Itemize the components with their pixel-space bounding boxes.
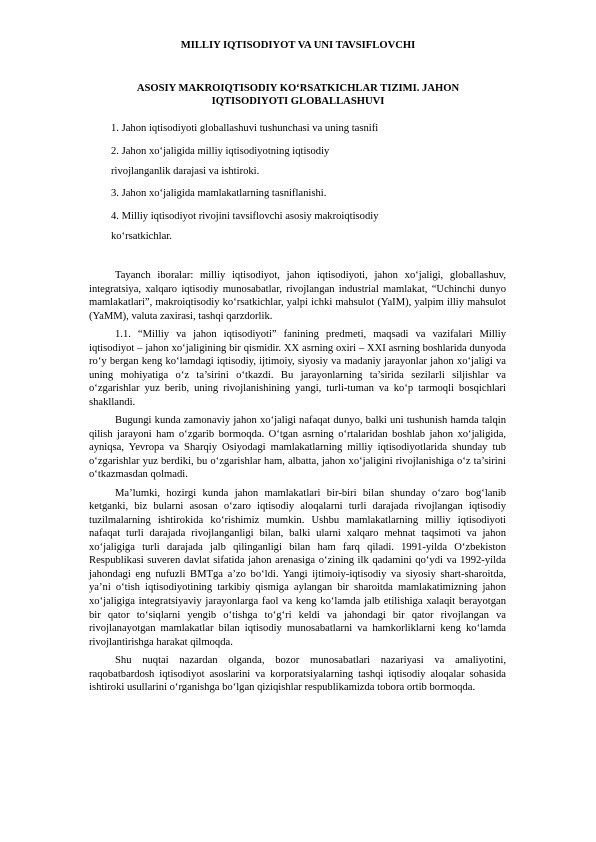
document-title-line-1: MILLIY IQTISODIYOT VA UNI TAVSIFLOVCHI bbox=[180, 40, 416, 51]
plan-item-4-continued: ko‘rsatkichlar. bbox=[111, 231, 172, 242]
plan-item-4: 4. Milliy iqtisodiyot rivojini tavsiflovchi asosiy makroiqtisodiy bbox=[111, 211, 379, 222]
section-intro-paragraph: 1.1. “Milliy va jahon iqtisodiyoti” fanining predmeti, maqsadi va vazifalari Milliy iqtisodiyot – jahon xo‘jaligining bir qismidir. XX asrning oxiri – XXI asrning boshlarida dunyoda ro‘y bergan keng ko‘lamdagi iqtisodiy, ijtimoiy, siyosiy va madaniy jarayonlar jahon xo‘jaligi va uning mohiyatiga o‘z ta’sirini o‘tkazdi. Bu jarayonlarning ta’sirida sezilarli siljishlar va o‘zgarishlar yuz berib, uning rivojlanishining yangi, turli-tuman va ko‘p tarmoqli bosqichlari shakllandi. bbox=[89, 328, 506, 408]
key-terms-paragraph: Tayanch iboralar: milliy iqtisodiyot, jahon iqtisodiyoti, jahon xo‘jaligi, globallashuv, integratsiya, xalqaro iqtisodiy munosabatlar, rivojlangan industrial mamlakat, “Uchinchi dunyo mamlakatlari”, makroiqtisodiy ko‘rsatkichlar, yalpi ichki mahsulot (YaIM), yalpim illiy mahsulot (YaMM), valuta zaxirasi, tashqi qarzdorlik. bbox=[89, 270, 506, 322]
plan-item-2-continued: rivojlanganlik darajasi va ishtiroki. bbox=[111, 166, 260, 177]
plan-item-1: 1. Jahon iqtisodiyoti globallashuvi tushunchasi va uning tasnifi bbox=[111, 123, 379, 134]
market-relations-paragraph: Shu nuqtai nazardan olganda, bozor munosabatlari nazariyasi va amaliyotini, raqobatbardosh iqtisodiyot asoslarini va korporatsiyalarning tashqi iqtisodiy aloqalar sohasida ishtiroki usullarini o‘rganishga bo‘lgan qiziqishlar respublikamizda tobora ortib bormoqda. bbox=[89, 654, 506, 694]
plan-item-3: 3. Jahon xo‘jaligida mamlakatlarning tasniflanishi. bbox=[111, 188, 327, 199]
plan-item-2: 2. Jahon xo‘jaligida milliy iqtisodiyotning iqtisodiy bbox=[111, 146, 330, 157]
uzbekistan-paragraph: Ma’lumki, hozirgi kunda jahon mamlakatlari bir-biri bilan shunday o‘zaro bog‘lanib ketganki, biz bularni asosan o‘zaro iqtisodiy aloqalarni turli darajada rivojlangan iqtisodiy tuzilmalarning ishtirokida ko‘rishimiz mumkin. Ushbu mamlakatlarning milliy iqtisodiyoti nafaqat turli darajada rivojlanganligi bilan, balki ularni xalqaro mehnat taqsimoti va jahon xo‘jaligiga turli darajada jalb qilinganligi bilan ham farq qiladi. 1991-yilda O‘zbekiston Respublikasi suveren davlat sifatida jahon arenasiga o‘zining ilk qadamini qo‘ydi va 1992-yilda jahondagi eng nufuzli BMTga a’zo bo‘ldi. Yangi ijtimoiy-iqtisodiy va siyosiy shart-sharoitda, ya’ni o‘tish iqtisodiyotining tarkibiy qismiga aylangan bir sharoitda mamlakatimizning jahon xo‘jaligiga integratsiyaviy jarayonlarga faol va keng ko‘lamda jalb etilishiga xalaqit berayotgan bir qator to‘siqlarni yengib o‘tishga to‘g‘ri keldi va jahondagi bir qator rivojlangan va rivojlanayotgan mamlakatlar bilan iqtisodiy munosabatlarni va hamkorliklarni keng ko‘lamda rivojlantirishga harakat qilmoqda. bbox=[89, 487, 506, 648]
document-title-line-3: IQTISODIYOTI GLOBALLASHUVI bbox=[211, 96, 385, 107]
body-text bbox=[89, 269, 506, 699]
modern-economy-paragraph: Bugungi kunda zamonaviy jahon xo‘jaligi nafaqat dunyo, balki uni tushunish hamda talqin qilish jarayoni ham o‘zgarib bormoqda. O‘tgan asrning o‘rtalaridan boshlab jahon xo‘jaligida, ayniqsa, Yevropa va Sharqiy Osiyodagi mamlakatlarning milliy iqtisodiyotlarida shunday tub o‘zgarishlar yuz berdiki, bu o‘zgarishlar ham, albatta, jahon xo‘jaligini rivojlanishiga o‘z ta’sirini o‘tkazmasdan qolmadi. bbox=[89, 415, 506, 481]
document-title-line-2: ASOSIY MAKROIQTISODIY KO‘RSATKICHLAR TIZIMI. JAHON bbox=[136, 83, 460, 94]
